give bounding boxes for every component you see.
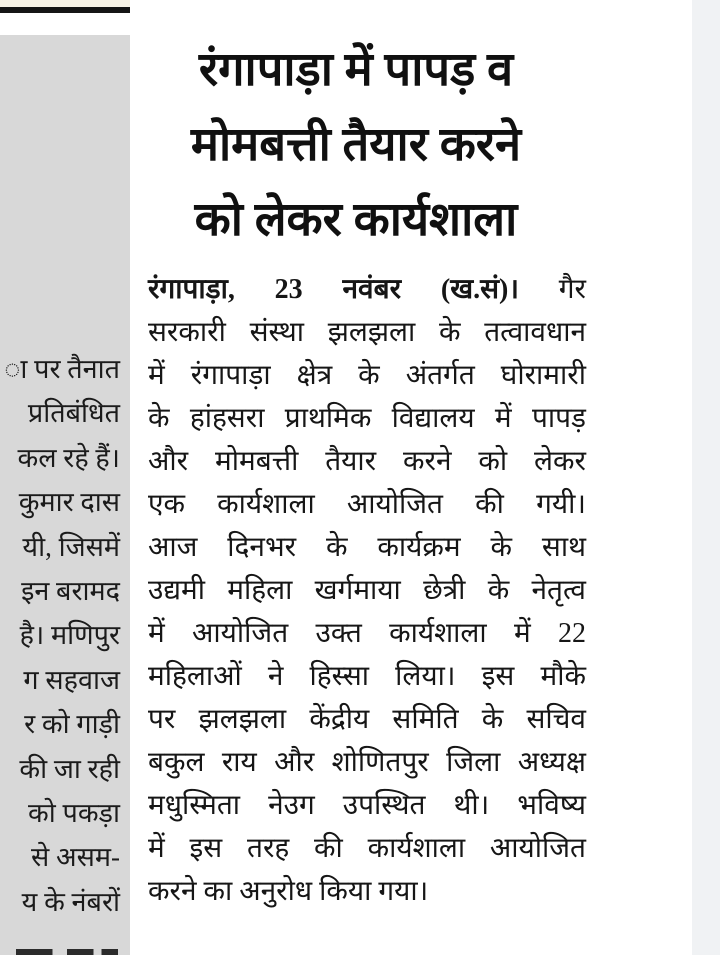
adjacent-column-line: कुमार दास <box>18 487 120 518</box>
article-dateline <box>148 268 586 311</box>
article-body-line: महिलाओं ने हिस्सा लिया। इस मौके <box>148 661 586 692</box>
adjacent-column-line: को पकड़ा <box>28 798 120 829</box>
viewer-scroll-gutter <box>692 0 720 955</box>
article-headline <box>140 33 572 258</box>
article-body-line: पर झलझला केंद्रीय समिति के सचिव <box>148 704 586 735</box>
article-body-line: एक कार्यशाला आयोजित की गयी। <box>148 489 586 520</box>
adjacent-column-line: कल रहे हैं। <box>17 442 120 473</box>
article-column <box>130 0 692 955</box>
adjacent-column-line: से असम- <box>30 842 120 873</box>
article-body-line: में इस तरह की कार्यशाला आयोजित <box>148 833 586 864</box>
dateline-bold: रंगापाड़ा, 23 नवंबर (ख.सं)। <box>148 274 519 305</box>
headline-line: को लेकर कार्यशाला <box>194 194 518 246</box>
article-body-line: में रंगापाड़ा क्षेत्र के अंतर्गत घोरामारी <box>148 360 586 391</box>
clipped-next-line-tops <box>16 949 118 955</box>
adjacent-column-text <box>0 347 120 924</box>
adjacent-column-line: यी, जिसमें <box>22 531 120 562</box>
article-body-line: करने का अनुरोध किया गया। <box>148 876 429 907</box>
article-body-line: सरकारी संस्था झलझला के तत्वावधान <box>148 317 586 348</box>
adjacent-column-line: की जा रही <box>19 753 120 784</box>
adjacent-column-line: इन बरामद <box>21 576 120 607</box>
dateline-rest: गैर <box>558 274 587 305</box>
adjacent-column-line: र को गाड़ी <box>24 709 120 740</box>
adjacent-column-line: ग सहवाज <box>23 664 120 695</box>
article-body-line: उद्यमी महिला खर्गमाया छेत्री के नेतृत्व <box>148 575 586 606</box>
adjacent-column <box>0 35 130 955</box>
article-body-line: मधुस्मिता नेउग उपस्थित थी। भविष्य <box>148 790 586 821</box>
article-body-line: और मोमबत्ती तैयार करने को लेकर <box>148 446 586 477</box>
article-body <box>148 268 586 913</box>
adjacent-column-line: ा पर तैनात <box>4 354 120 384</box>
article-body-line: में आयोजित उक्त कार्यशाला में 22 <box>148 618 586 649</box>
adjacent-column-line: य के नंबरों <box>21 886 120 917</box>
article-body-line: के हांहसरा प्राथमिक विद्यालय में पापड़ <box>148 403 586 434</box>
adjacent-column-line: प्रतिबंधित <box>27 398 120 429</box>
adjacent-column-line: है। मणिपुर <box>19 620 120 651</box>
headline-line: रंगापाड़ा में पापड़ व <box>198 44 514 96</box>
article-body-line: आज दिनभर के कार्यक्रम के साथ <box>148 532 586 563</box>
headline-line: मोमबत्ती तैयार करने <box>190 119 522 171</box>
article-body-line: बकुल राय और शोणितपुर जिला अध्यक्ष <box>148 747 586 778</box>
